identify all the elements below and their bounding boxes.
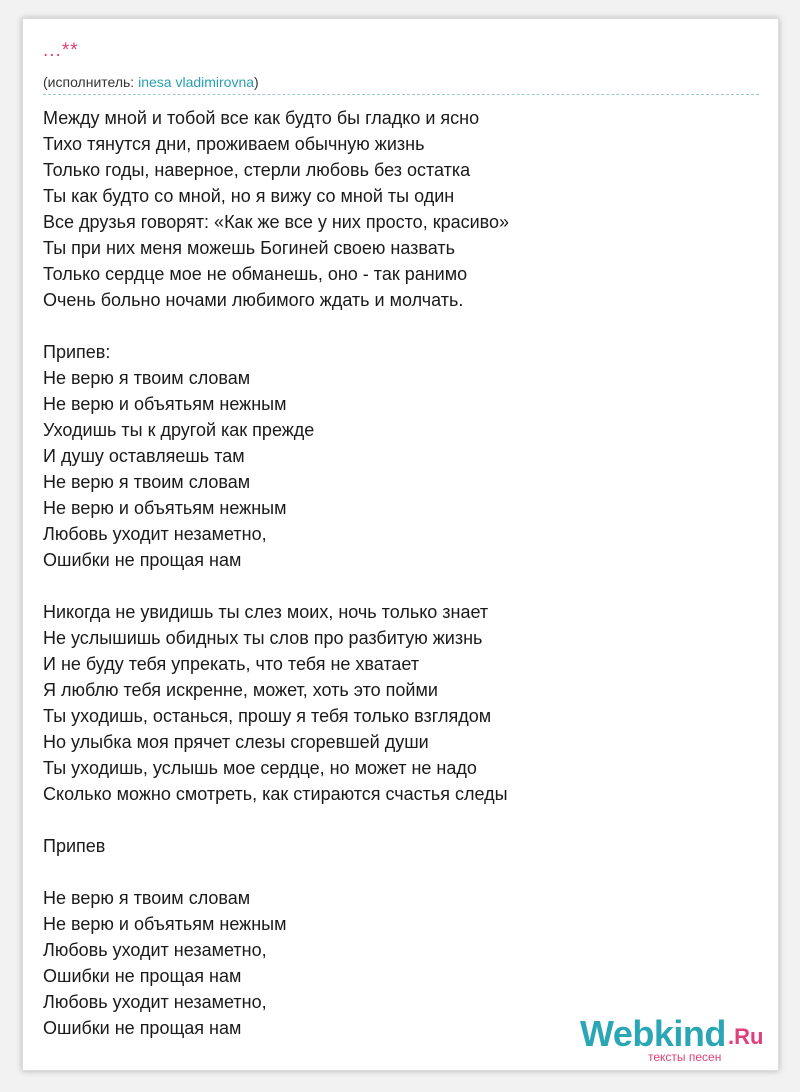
logo-brand: Webkind	[580, 1013, 726, 1054]
lyric-line: Не верю я твоим словам	[43, 472, 251, 492]
lyric-line: Ты уходишь, останься, прошу я тебя только взглядом	[43, 706, 492, 726]
lyric-line	[43, 573, 509, 599]
lyric-line: Тихо тянутся дни, проживаем обычную жизнь	[43, 134, 425, 154]
lyric-line: Сколько можно смотреть, как стираются счастья следы	[43, 784, 508, 804]
lyric-line: Любовь уходит незаметно,	[43, 992, 267, 1012]
lyric-line: Любовь уходит незаметно,	[43, 524, 267, 544]
lyrics-body	[43, 105, 509, 1041]
performer-link[interactable]: inesa vladimirovna	[138, 74, 255, 90]
lyric-line: Ты при них меня можешь Богиней своею назвать	[43, 238, 456, 258]
lyrics-page	[22, 18, 779, 1071]
lyric-line: Очень больно ночами любимого ждать и молчать.	[43, 290, 464, 310]
performer-prefix: (исполнитель:	[43, 74, 139, 90]
lyric-line: Между мной и тобой все как будто бы гладко и ясно	[43, 108, 480, 128]
lyric-line: Не верю и объятьям нежным	[43, 394, 287, 414]
lyric-line: Ошибки не прощая нам	[43, 550, 242, 570]
lyric-line: Ты как будто со мной, но я вижу со мной ты один	[43, 186, 455, 206]
lyric-line: Но улыбка моя прячет слезы сгоревшей души	[43, 732, 429, 752]
logo-tld: .Ru	[728, 1024, 764, 1049]
lyric-line: Не услышишь обидных ты слов про разбитую жизнь	[43, 628, 483, 648]
lyric-line: Никогда не увидишь ты слез моих, ночь только знает	[43, 602, 489, 622]
lyric-line	[43, 859, 509, 885]
lyric-line: Только годы, наверное, стерли любовь без остатка	[43, 160, 471, 180]
lyric-line: Ошибки не прощая нам	[43, 1018, 242, 1038]
site-logo[interactable]	[580, 1014, 770, 1064]
lyric-line: Уходишь ты к другой как прежде	[43, 420, 315, 440]
lyric-line: Припев	[43, 836, 106, 856]
logo-tagline: тексты песен	[648, 1050, 722, 1064]
lyric-line: Ты уходишь, услышь мое сердце, но может не надо	[43, 758, 477, 778]
lyric-line: Ошибки не прощая нам	[43, 966, 242, 986]
lyric-line: И не буду тебя упрекать, что тебя не хватает	[43, 654, 420, 674]
lyric-line: Любовь уходит незаметно,	[43, 940, 267, 960]
lyric-line: Я люблю тебя искренне, может, хоть это пойми	[43, 680, 438, 700]
performer-line	[43, 73, 259, 91]
lyric-line: И душу оставляешь там	[43, 446, 245, 466]
lyric-line	[43, 313, 509, 339]
lyric-line: Не верю я твоим словам	[43, 888, 251, 908]
lyric-line: Не верю и объятьям нежным	[43, 498, 287, 518]
lyric-line: Все друзья говорят: «Как же все у них просто, красиво»	[43, 212, 510, 232]
header-divider	[43, 94, 759, 95]
lyric-line: Не верю и объятьям нежным	[43, 914, 287, 934]
lyric-line: Припев:	[43, 342, 111, 362]
lyric-line: Только сердце мое не обманешь, оно - так ранимо	[43, 264, 468, 284]
performer-suffix: )	[254, 74, 259, 90]
song-title: ...**	[43, 40, 79, 61]
lyric-line: Не верю я твоим словам	[43, 368, 251, 388]
lyric-line	[43, 807, 509, 833]
